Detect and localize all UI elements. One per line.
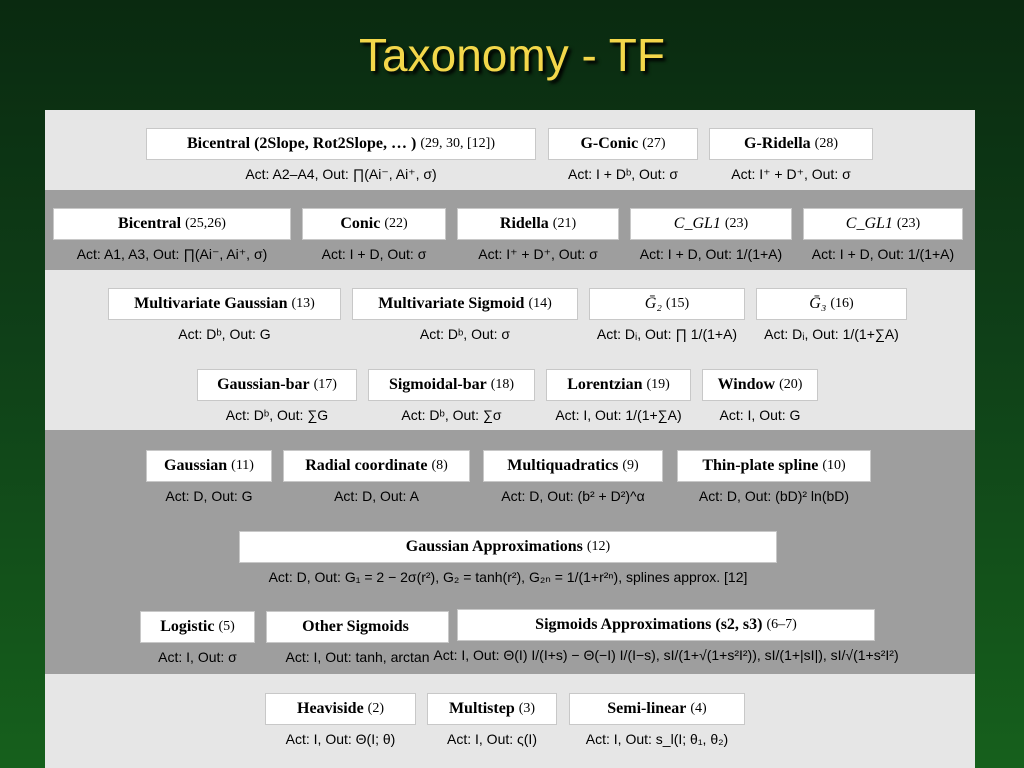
node-name: C_GL1	[673, 215, 721, 232]
node-box	[457, 208, 619, 240]
node-ref: (28)	[814, 136, 838, 151]
node-activation: Act: I + D, Out: 1/(1+A)	[811, 246, 955, 262]
node-box	[457, 609, 875, 641]
node-ref: (2)	[367, 701, 384, 716]
node-box	[756, 288, 907, 320]
node-name: G-Ridella	[744, 135, 811, 152]
node-box	[803, 208, 963, 240]
node-activation: Act: Dᵢ, Out: 1/(1+∑A)	[764, 326, 899, 342]
slide-title: Taxonomy - TF	[359, 29, 665, 81]
node-name: Conic	[340, 215, 381, 232]
node-box	[630, 208, 792, 240]
node-activation: Act: I, Out: σ	[158, 649, 237, 665]
node-activation: Act: I, Out: tanh, arctan	[285, 649, 430, 665]
node-ref: (22)	[384, 216, 408, 231]
node-box	[677, 450, 871, 482]
node-name: Other Sigmoids	[302, 618, 409, 635]
node-box	[265, 693, 416, 725]
node-activation: Act: A2–A4, Out: ∏(Ai⁻, Ai⁺, σ)	[245, 166, 437, 182]
node-box	[427, 693, 557, 725]
node-ref: (13)	[291, 296, 315, 311]
node-activation: Act: Dᵇ, Out: ∑σ	[401, 407, 502, 423]
node-activation: Act: D, Out: G	[165, 488, 253, 504]
node-box	[283, 450, 470, 482]
node-name: Gaussian-bar	[217, 376, 310, 393]
node-name: Sigmoidal-bar	[388, 376, 487, 393]
node-name: Multivariate Gaussian	[134, 295, 288, 312]
node-ref: (27)	[642, 136, 666, 151]
node-box	[53, 208, 291, 240]
node-activation: Act: I, Out: Θ(I; θ)	[285, 731, 396, 747]
node-ref: (23)	[724, 216, 749, 231]
node-ref: (16)	[830, 296, 854, 311]
node-box	[368, 369, 535, 401]
node-name: Gaussian	[164, 457, 228, 474]
node-activation: Act: Dᵇ, Out: ∑G	[225, 407, 329, 423]
node-activation: Act: Dᵇ, Out: σ	[419, 326, 511, 342]
node-ref: (8)	[431, 458, 448, 473]
node-ref: (5)	[218, 619, 235, 634]
node-name: Multiquadratics	[507, 457, 619, 474]
node-box	[239, 531, 777, 563]
node-box	[352, 288, 578, 320]
node-ref: (11)	[231, 458, 254, 473]
node-name: Sigmoids Approximations (s2, s3)	[535, 616, 763, 633]
node-name: Bicentral (2Slope, Rot2Slope, … )	[187, 135, 417, 152]
node-name: Ridella	[499, 215, 549, 232]
node-activation: Act: I + Dᵇ, Out: σ	[567, 166, 678, 182]
node-box	[302, 208, 446, 240]
node-ref: (17)	[313, 377, 337, 392]
node-activation: Act: I, Out: Θ(I) I/(I+s) − Θ(−I) I/(I−s), sI/(1+√(1+s²I²)), sI/(1+|sI|), sI/√(1+s²I²)	[433, 647, 899, 663]
node-ref: (21)	[552, 216, 577, 231]
node-name: Semi-linear	[607, 700, 687, 717]
node-box	[483, 450, 663, 482]
node-box	[546, 369, 691, 401]
node-ref: (25,26)	[185, 216, 226, 231]
node-name: Bicentral	[118, 215, 182, 232]
node-box	[140, 611, 255, 643]
node-activation: Act: I, Out: ς(I)	[447, 731, 537, 747]
node-ref: (15)	[665, 296, 690, 311]
node-activation: Act: D, Out: (b² + D²)^α	[501, 488, 645, 504]
node-box	[146, 128, 536, 160]
taxonomy-panel	[45, 110, 975, 768]
node-activation: Act: Dᵢ, Out: ∏ 1/(1+A)	[596, 326, 738, 342]
node-name: Thin-plate spline	[702, 457, 819, 474]
node-ref: (10)	[822, 458, 846, 473]
node-box	[709, 128, 873, 160]
node-box	[266, 611, 449, 643]
node-name: Window	[717, 376, 776, 393]
node-box	[108, 288, 341, 320]
node-activation: Act: I, Out: 1/(1+∑A)	[555, 407, 682, 423]
node-name: Ḡ₃	[809, 295, 827, 312]
node-activation: Act: I⁺ + D⁺, Out: σ	[731, 166, 851, 182]
node-ref: (3)	[518, 701, 536, 716]
node-activation: Act: D, Out: (bD)² ln(bD)	[698, 488, 850, 504]
node-activation: Act: A1, A3, Out: ∏(Ai⁻, Ai⁺, σ)	[76, 246, 268, 262]
node-name: C_GL1	[845, 215, 893, 232]
node-activation: Act: D, Out: G₁ = 2 − 2σ(r²), G₂ = tanh(r²), G₂ₙ = 1/(1+r²ⁿ), splines approx. [12]	[268, 569, 748, 585]
node-box	[548, 128, 698, 160]
node-ref: (9)	[622, 458, 639, 473]
node-activation: Act: I, Out: G	[719, 407, 801, 423]
node-ref: (19)	[646, 377, 670, 392]
node-box	[589, 288, 745, 320]
node-ref: (29, 30, [12])	[420, 136, 495, 151]
node-name: Multistep	[448, 700, 515, 717]
node-name: Multivariate Sigmoid	[378, 295, 525, 312]
node-activation: Act: I + D, Out: 1/(1+A)	[639, 246, 783, 262]
node-box	[702, 369, 818, 401]
node-ref: (23)	[896, 216, 921, 231]
node-activation: Act: I⁺ + D⁺, Out: σ	[478, 246, 598, 262]
node-name: Logistic	[160, 618, 215, 635]
node-name: Ḡ₂	[644, 295, 662, 312]
node-activation: Act: D, Out: A	[334, 488, 419, 504]
node-activation: Act: Dᵇ, Out: G	[178, 326, 271, 342]
node-name: G-Conic	[580, 135, 639, 152]
node-ref: (12)	[586, 539, 611, 554]
node-ref: (18)	[490, 377, 515, 392]
node-ref: (20)	[779, 377, 803, 392]
node-ref: (4)	[690, 701, 707, 716]
node-box	[569, 693, 745, 725]
node-activation: Act: I + D, Out: σ	[321, 246, 427, 262]
node-ref: (14)	[528, 296, 552, 311]
node-activation: Act: I, Out: s_l(I; θ₁, θ₂)	[585, 731, 729, 747]
node-box	[197, 369, 357, 401]
node-name: Radial coordinate	[305, 457, 428, 474]
node-ref: (6–7)	[766, 617, 797, 632]
node-name: Gaussian Approximations	[405, 538, 583, 555]
node-box	[146, 450, 272, 482]
node-name: Heaviside	[297, 700, 364, 717]
node-name: Lorentzian	[567, 376, 643, 393]
